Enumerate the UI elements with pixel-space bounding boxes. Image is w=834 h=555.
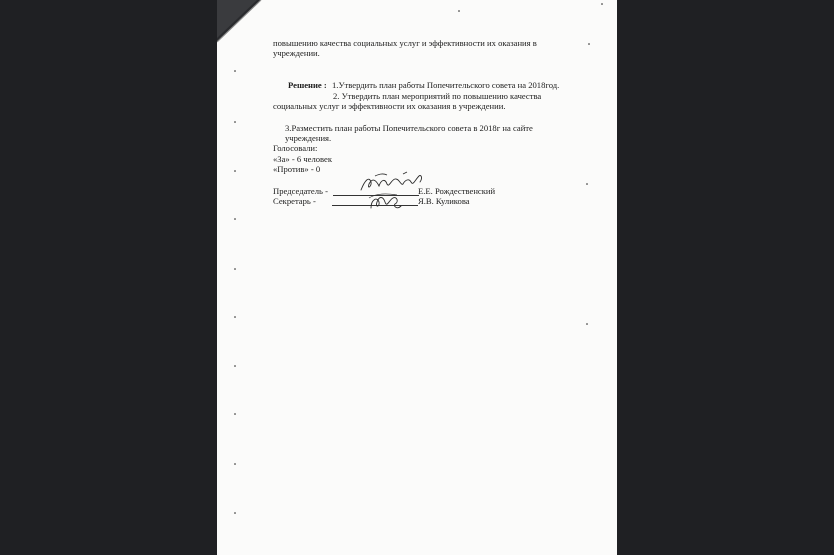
scan-speck (234, 365, 236, 367)
decision-label: Решение : (288, 80, 327, 90)
scan-speck (234, 463, 236, 465)
paragraph-line-2: учреждении. (273, 48, 320, 58)
scan-speck (234, 70, 236, 72)
decision-item-2-line-1: 2. Утвердить план мероприятий по повышению качества (333, 91, 542, 101)
scan-speck (234, 218, 236, 220)
scan-speck (234, 413, 236, 415)
voted-label: Голосовали: (273, 143, 318, 153)
scanned-page (217, 0, 617, 555)
scan-speck (234, 170, 236, 172)
scan-speck (588, 43, 590, 45)
scan-speck (234, 121, 236, 123)
votes-for: «За» - 6 человек (273, 154, 333, 164)
scan-speck (586, 183, 588, 185)
page-corner-fold (217, 0, 263, 44)
secretary-name: Я.В. Куликова (418, 196, 470, 206)
scan-speck (234, 316, 236, 318)
scan-speck (234, 268, 236, 270)
scan-speck (586, 323, 588, 325)
chairman-label: Председатель - (273, 186, 328, 196)
decision-item-3-line-2: учреждения. (285, 133, 332, 143)
secretary-signature (365, 190, 407, 214)
votes-against: «Против» - 0 (273, 164, 321, 174)
chairman-name: Е.Е. Рождественский (418, 186, 496, 196)
decision-item-2-line-2: социальных услуг и эффективности их оказания в учреждении. (273, 101, 506, 111)
decision-item-1: 1.Утвердить план работы Попечительского совета на 2018год. (332, 80, 560, 90)
decision-item-3-line-1: 3.Разместить план работы Попечительского совета в 2018г на сайте (285, 123, 533, 133)
secretary-label: Секретарь - (273, 196, 316, 206)
scan-speck (601, 3, 603, 5)
paragraph-line-1: повышению качества социальных услуг и эффективности их оказания в (273, 38, 537, 48)
scan-speck (458, 10, 460, 12)
scan-speck (234, 512, 236, 514)
